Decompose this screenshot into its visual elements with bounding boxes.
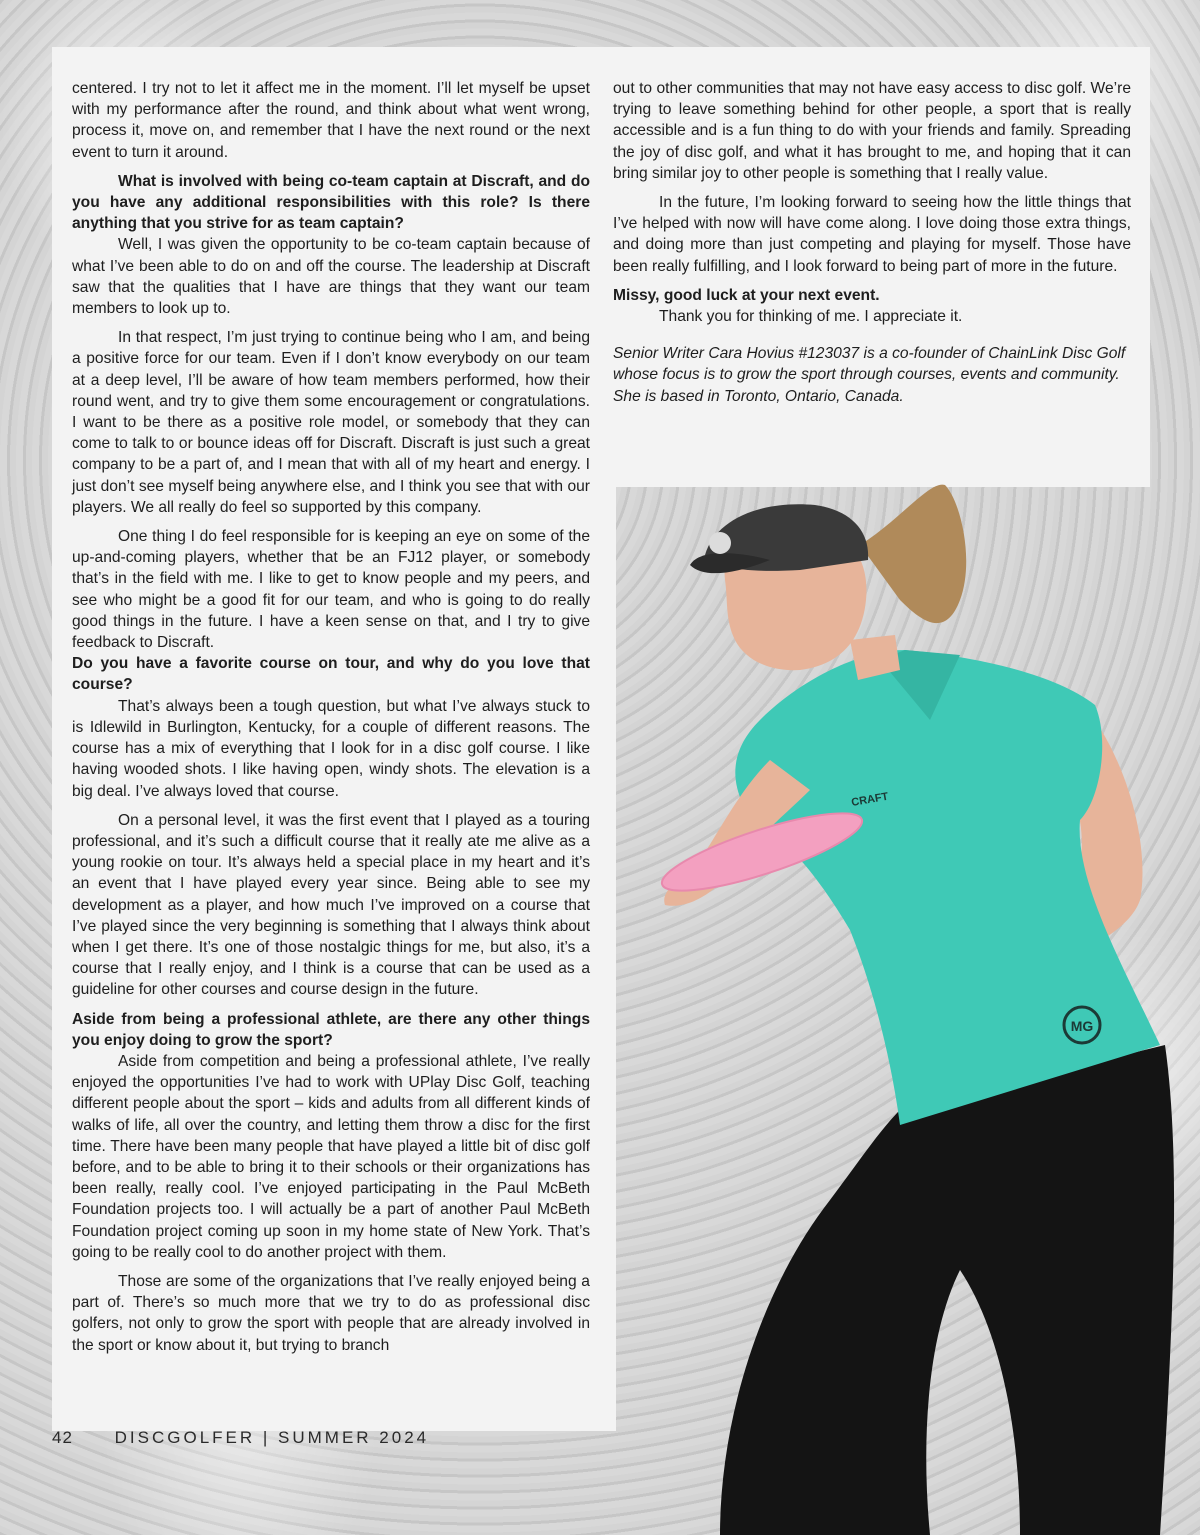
paragraph: centered. I try not to let it affect me in the moment. I’ll let myself be upset with my performance after the round, and think about what went wrong, process it, move on, and remember that I have the next round or the next event to turn it around. [72, 80, 590, 161]
paragraph: One thing I do feel responsible for is keeping an eye on some of the up-and-coming players, whether that be an FJ12 player, or somebody that’s in the field with me. I like to get to know people and my peers, and see who might be a good fit for our team, and who is going to do really good things in the future. I have a keen sense on that, and I try to give feedback to Discraft. [72, 528, 590, 652]
paragraph: Thank you for thinking of me. I appreciate it. [659, 308, 963, 326]
paragraph: That’s always been a tough question, but what I’ve always stuck to is Idlewild in Burlington, Kentucky, for a couple of different reasons. The course has a mix of everything that I look for in a disc golf course. I like having wooded shots. I like having open, windy shots. The elevation is a big deal. I’ve always loved that course. [72, 697, 590, 800]
question-heading: Do you have a favorite course on tour, and why do you love that course? [72, 655, 590, 694]
question-heading: What is involved with being co-team captain at Discraft, and do you have any additional responsibilities with this role? Is there anything that you strive for as team captain? [72, 172, 590, 233]
paragraph: Aside from competition and being a professional athlete, I’ve really enjoyed the opportunities I’ve had to work with UPlay Disc Golf, teaching different people about the sport – kids and adults from all different kinds of walks of life, all over the country, and letting them throw a disc for the first time. There have been many people that have played a little bit of disc golf before, and to be able to bring it to their schools or their organizations has been really, really cool. I’ve enjoyed participating in the Paul McBeth Foundation projects too. I will actually be a part of another Paul McBeth Foundation project coming up soon in my home state of New York. That’s going to be really cool to do another project with them. [72, 1052, 590, 1261]
author-byline: Senior Writer Cara Hovius #123037 is a co-founder of ChainLink Disc Golf whose focus is to grow the sport through courses, events and community. She is based in Toronto, Ontario, Canada. [613, 345, 1126, 405]
publication-name: DISCGOLFER | SUMMER 2024 [114, 1428, 430, 1447]
ponytail [860, 485, 966, 624]
leggings [720, 1045, 1174, 1535]
page-footer [52, 1428, 429, 1448]
paragraph: Those are some of the organizations that I’ve really enjoyed being a part of. There’s so much more that we try to do as professional disc golfers, not only to grow the sport with people that are already involved in the sport or know about it, but trying to branch [72, 1272, 590, 1354]
shirt-text: CRAFT [850, 790, 890, 809]
paragraph: out to other communities that may not have easy access to disc golf. We’re trying to leave something behind for other people, a sport that is really accessible and is a fun thing to do with your friends and family. Spreading the joy of disc golf, and what it has brought to me, and hoping that it can bring similar joy to other people is something that I really value. [613, 80, 1131, 182]
cap-logo-icon [709, 532, 731, 554]
paragraph: On a personal level, it was the first event that I played as a touring professional, and it’s such a difficult course that it really ate me alive as a young rookie on tour. It’s always held a special place in my heart and it’s an event that I have played every year since. Being able to see my development as a player, and how much I’ve improved on a course that I’ve played since the very beginning is something that I always think about when I get there. It’s one of those nostalgic things for me, but also, it’s a course that I really enjoy, and I think is a course that can be used as a guideline for other courses and course design in the future. [72, 811, 590, 999]
paragraph: Well, I was given the opportunity to be co-team captain because of what I’ve been able to do on and off the course. The leadership at Discraft saw that the qualities that I have are things that they want our team members to look up to. [72, 236, 590, 318]
paragraph: In that respect, I’m just trying to continue being who I am, and being a positive force for our team. Even if I don’t know everybody on our team at a deep level, I’ll be aware of how team members performed, how their round went, and try to give them some encouragement or congratulations. I want to be there as a positive role model, or somebody that they can come to talk to or bounce ideas off for Discraft. Discraft is just such a great company to be a part of, and I mean that with all of my heart and energy. I just don’t see myself being anywhere else, and I think you see that with our players. We all really do feel so supported by this company. [72, 329, 590, 516]
question-heading: Aside from being a professional athlete, are there any other things you enjoy doing to grow the sport? [72, 1010, 590, 1049]
left-column [72, 78, 590, 1364]
right-column [613, 78, 1131, 415]
page-number: 42 [52, 1428, 73, 1447]
shirt-logo: MG [1070, 1018, 1094, 1034]
question-heading: Missy, good luck at your next event. [613, 286, 880, 304]
paragraph: In the future, I’m looking forward to seeing how the little things that I’ve helped with now will have come along. I love doing those extra things, and doing more than just competing and playing for myself. Those have been really fulfilling, and I look forward to being part of more in the future. [613, 194, 1131, 275]
